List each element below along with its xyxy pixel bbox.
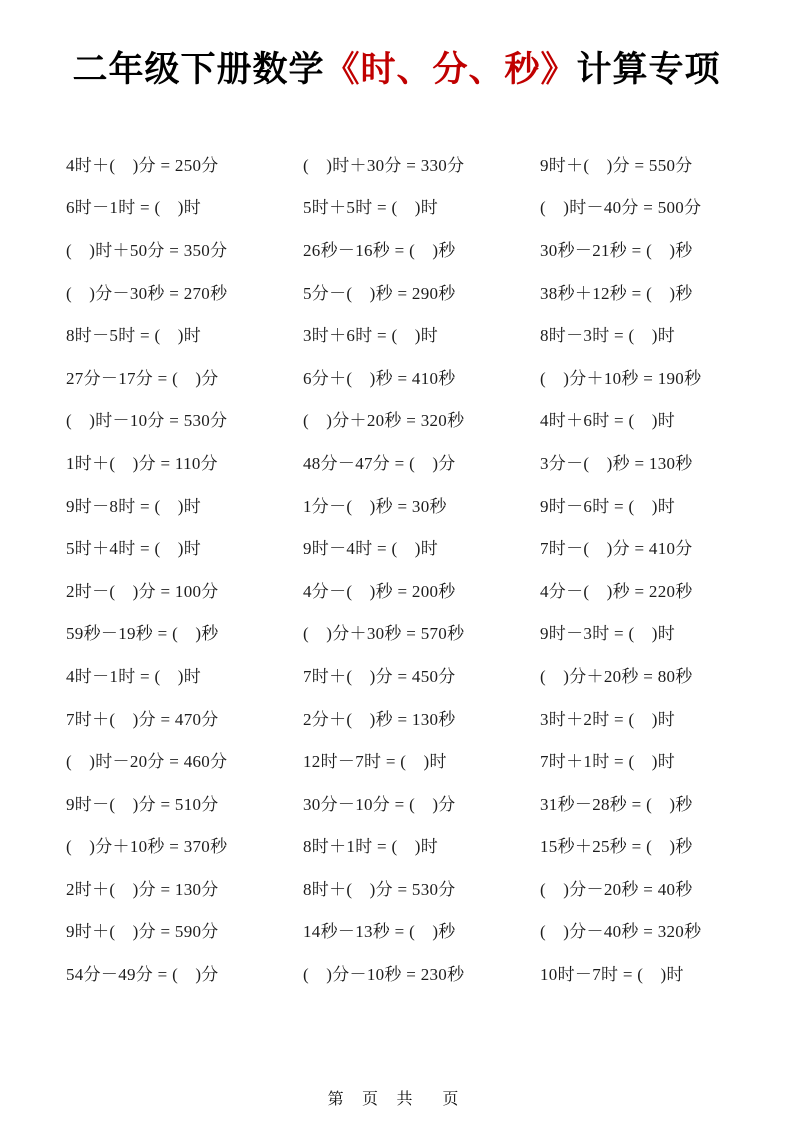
problem: 9时－6时 = ( )时: [540, 496, 676, 516]
problem: 48分－47分 = ( )分: [303, 453, 456, 473]
problem: 1时＋( )分 = 110分: [66, 453, 218, 473]
problem: 5分－( )秒 = 290秒: [303, 283, 456, 303]
problem: ( )分＋30秒 = 570秒: [303, 624, 465, 644]
problem: ( )分＋20秒 = 80秒: [540, 666, 693, 686]
problem: 6时－1时 = ( )时: [66, 198, 202, 218]
problem: 6分＋( )秒 = 410秒: [303, 368, 456, 388]
problem: ( )分＋20秒 = 320秒: [303, 411, 465, 431]
problem: ( )时－40分 = 500分: [540, 198, 702, 218]
problem: 3时＋2时 = ( )时: [540, 709, 676, 729]
problem: 30秒－21秒 = ( )秒: [540, 240, 693, 260]
problem: ( )时＋30分 = 330分: [303, 155, 465, 175]
problem: 3分－( )秒 = 130秒: [540, 453, 693, 473]
problem: ( )时－20分 = 460分: [66, 752, 228, 772]
problem: 1分－( )秒 = 30秒: [303, 496, 447, 516]
problem: ( )分＋10秒 = 370秒: [66, 837, 228, 857]
problem: 26秒－16秒 = ( )秒: [303, 240, 456, 260]
problem: 9时＋( )分 = 550分: [540, 155, 693, 175]
problem: 30分－10分 = ( )分: [303, 794, 456, 814]
problem: ( )时＋50分 = 350分: [66, 240, 228, 260]
problem: 31秒－28秒 = ( )秒: [540, 794, 693, 814]
problem: 14秒－13秒 = ( )秒: [303, 922, 456, 942]
problem: ( )分－30秒 = 270秒: [66, 283, 228, 303]
problem: 3时＋6时 = ( )时: [303, 326, 439, 346]
problem: 7时－( )分 = 410分: [540, 539, 693, 559]
problem: ( )分－40秒 = 320秒: [540, 922, 702, 942]
problem: 8时＋( )分 = 530分: [303, 879, 456, 899]
problem: 27分－17分 = ( )分: [66, 368, 219, 388]
problem: 10时－7时 = ( )时: [540, 965, 684, 985]
problem: 38秒＋12秒 = ( )秒: [540, 283, 693, 303]
problem: 59秒－19秒 = ( )秒: [66, 624, 219, 644]
problem: 4分－( )秒 = 220秒: [540, 581, 693, 601]
problem: 2分＋( )秒 = 130秒: [303, 709, 456, 729]
problem: 9时－3时 = ( )时: [540, 624, 676, 644]
problem: ( )分－20秒 = 40秒: [540, 879, 693, 899]
problem: 4时＋( )分 = 250分: [66, 155, 219, 175]
problem: 5时＋5时 = ( )时: [303, 198, 439, 218]
problem: 2时－( )分 = 100分: [66, 581, 219, 601]
problems-grid: [66, 142, 746, 994]
problem: 9时－8时 = ( )时: [66, 496, 202, 516]
title-highlight: 《时、分、秒》: [324, 50, 577, 89]
problem: 54分－49分 = ( )分: [66, 965, 219, 985]
problem: 15秒＋25秒 = ( )秒: [540, 837, 693, 857]
page-title: [0, 42, 793, 92]
problem: 8时＋1时 = ( )时: [303, 837, 439, 857]
problem: ( )分－10秒 = 230秒: [303, 965, 465, 985]
title-prefix: 二年级下册数学: [72, 50, 325, 89]
problem: 4时－1时 = ( )时: [66, 666, 202, 686]
title-suffix: 计算专项: [576, 50, 721, 89]
problem: 7时＋( )分 = 470分: [66, 709, 219, 729]
problem: 7时＋1时 = ( )时: [540, 752, 676, 772]
problem: ( )分＋10秒 = 190秒: [540, 368, 702, 388]
problem: 8时－3时 = ( )时: [540, 326, 676, 346]
problem: 4分－( )秒 = 200秒: [303, 581, 456, 601]
problem: 12时－7时 = ( )时: [303, 752, 447, 772]
problem: 5时＋4时 = ( )时: [66, 539, 202, 559]
problem: 8时－5时 = ( )时: [66, 326, 202, 346]
problem: 9时－4时 = ( )时: [303, 539, 439, 559]
problem: 7时＋( )分 = 450分: [303, 666, 456, 686]
problem: 9时－( )分 = 510分: [66, 794, 219, 814]
problem: 4时＋6时 = ( )时: [540, 411, 676, 431]
footer-page-label: 第 页 共 页: [327, 1091, 466, 1108]
problem: ( )时－10分 = 530分: [66, 411, 228, 431]
problem: 2时＋( )分 = 130分: [66, 879, 219, 899]
problem: 9时＋( )分 = 590分: [66, 922, 219, 942]
